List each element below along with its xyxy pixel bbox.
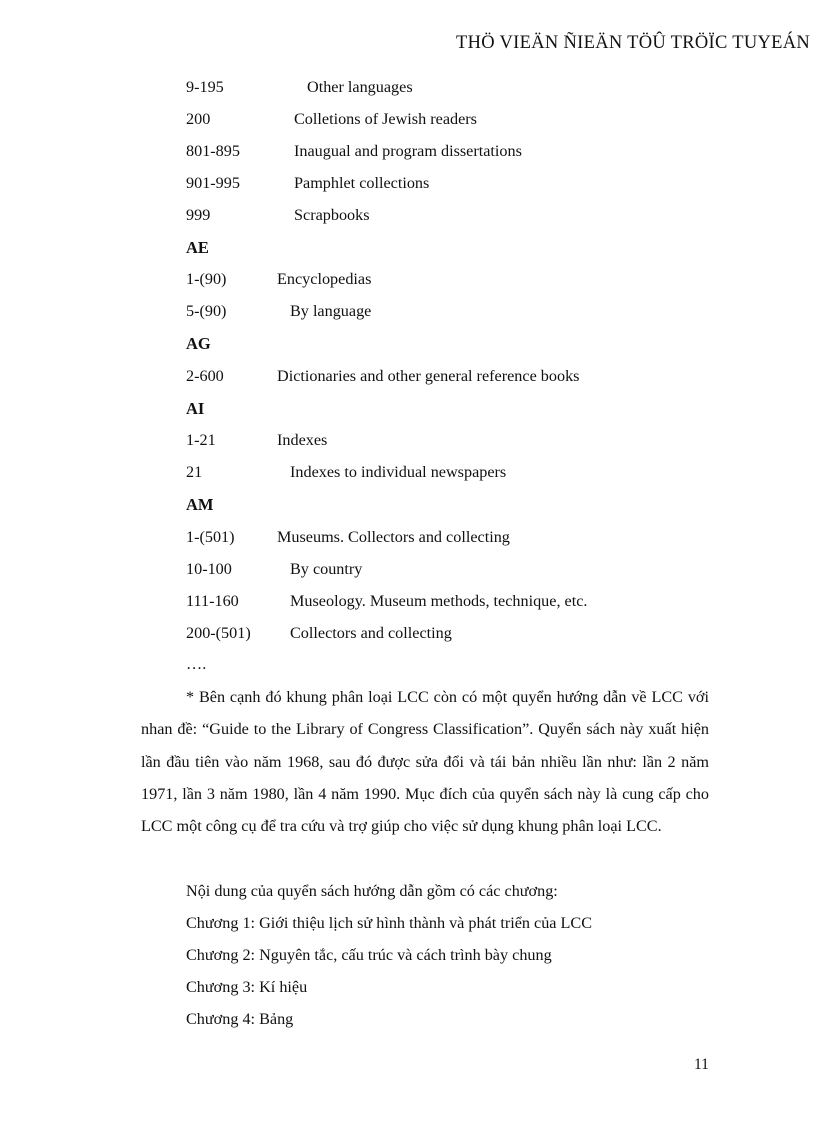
entry-row	[186, 108, 477, 130]
entry-desc: Collectors and collecting	[290, 624, 452, 642]
entry-code: 5-(90)	[186, 302, 227, 320]
chapter-item: Chương 4: Bảng	[186, 1010, 294, 1028]
entry-desc: By language	[290, 302, 372, 320]
entry-desc: Indexes to individual newspapers	[290, 463, 507, 481]
running-header: THÖ VIEÄN ÑIEÄN TÖÛ TRÖÏC TUYEÁN	[456, 33, 811, 53]
section-heading-am: AM	[186, 495, 214, 514]
entry-row	[186, 590, 588, 612]
section-heading-ai: AI	[186, 399, 205, 418]
entry-row	[186, 204, 370, 226]
chapters-intro: Nội dung của quyển sách hướng dẫn gồm có các chương:	[186, 882, 558, 900]
entry-code: 1-21	[186, 431, 216, 449]
entry-code: 21	[186, 463, 203, 481]
entry-row	[186, 300, 372, 322]
entry-row	[186, 526, 510, 548]
entry-desc: Indexes	[277, 431, 328, 449]
entry-desc: Pamphlet collections	[294, 174, 430, 192]
entry-row	[186, 429, 328, 451]
chapter-item: Chương 2: Nguyên tắc, cấu trúc và cách trình bày chung	[186, 946, 552, 964]
entry-code: 801-895	[186, 142, 240, 160]
entry-desc: Museums. Collectors and collecting	[277, 528, 510, 546]
entry-code: 9-195	[186, 78, 224, 96]
entry-code: 111-160	[186, 592, 239, 610]
entry-desc: Inaugual and program dissertations	[294, 142, 522, 160]
entry-code: 1-(90)	[186, 270, 227, 288]
entry-row	[186, 365, 580, 387]
entry-code: 2-600	[186, 367, 224, 385]
entry-row	[186, 268, 372, 290]
section-heading-ag: AG	[186, 334, 211, 353]
entry-row	[186, 622, 452, 644]
entry-desc: Museology. Museum methods, technique, etc.	[290, 592, 588, 610]
entry-code: 10-100	[186, 560, 232, 578]
chapter-item: Chương 1: Giới thiệu lịch sử hình thành và phát triển của LCC	[186, 914, 593, 932]
entry-desc: Other languages	[307, 78, 413, 96]
entry-code: 999	[186, 206, 211, 224]
entry-code: 200-(501)	[186, 624, 251, 642]
entry-code: 200	[186, 110, 211, 128]
entry-row	[186, 140, 522, 162]
entry-row	[186, 76, 413, 98]
chapter-item: Chương 3: Kí hiệu	[186, 978, 308, 996]
entry-code: 901-995	[186, 174, 240, 192]
entry-code: 1-(501)	[186, 528, 235, 546]
ellipsis: ….	[186, 655, 207, 673]
entry-desc: Colletions of Jewish readers	[294, 110, 477, 128]
entry-row	[186, 172, 430, 194]
entry-row	[186, 461, 507, 483]
entry-desc: By country	[290, 560, 363, 578]
entry-desc: Encyclopedias	[277, 270, 372, 288]
entry-desc: Dictionaries and other general reference books	[277, 367, 580, 385]
page-number: 11	[694, 1056, 709, 1073]
section-heading-ae: AE	[186, 238, 209, 257]
entry-desc: Scrapbooks	[294, 206, 370, 224]
body-paragraph: * Bên cạnh đó khung phân loại LCC còn có một quyển hướng dẫn về LCC với nhan đề: “Guide to the Library of Congress Classification”. Quyển sách này xuất hiện lần đầu tiên vào năm 1968, sau đó được sửa đổi và tái bản nhiều lần như: lần 2 năm 1971, lần 3 năm 1980, lần 4 năm 1990. Mục đích của quyển sách này là cung cấp cho LCC một công cụ để tra cứu và trợ giúp cho việc sử dụng khung phân loại LCC.	[141, 688, 709, 836]
entry-row	[186, 558, 363, 580]
